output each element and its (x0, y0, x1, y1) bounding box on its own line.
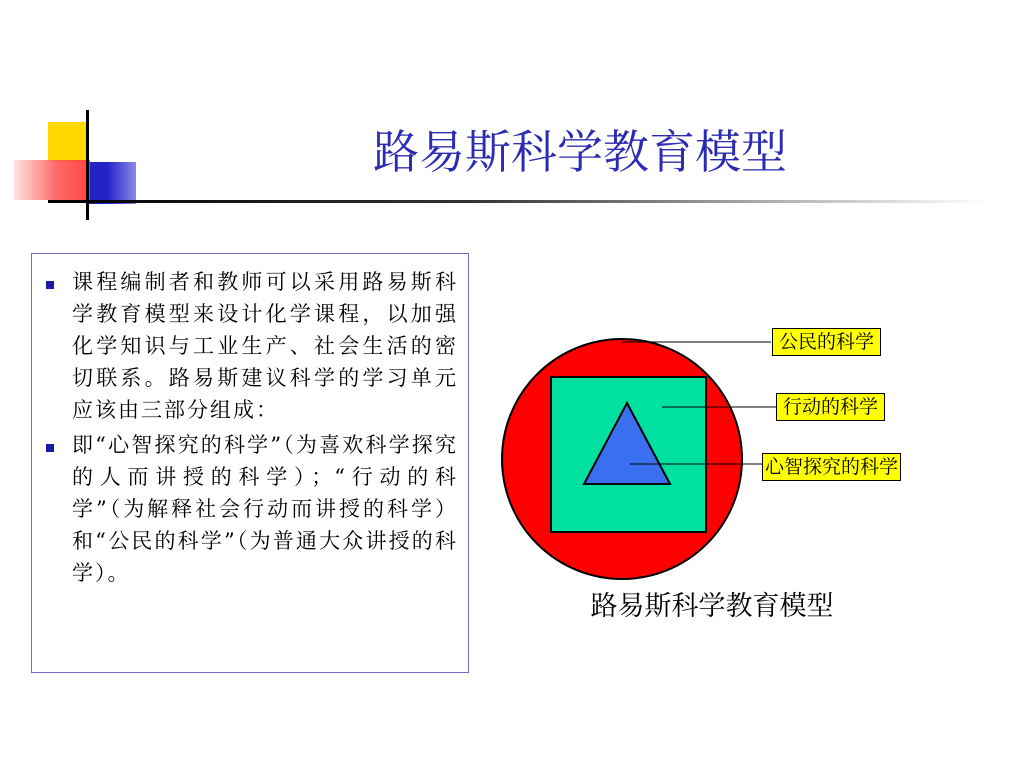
decor-red-bar (14, 160, 90, 200)
diagram-caption: 路易斯科学教育模型 (590, 591, 834, 622)
square-bullet-icon (46, 281, 54, 289)
decor-yellow-square (48, 122, 88, 162)
label-inquiry-science: 心智探究的科学 (762, 453, 901, 481)
bullet-item (46, 429, 458, 589)
decor-vertical-line (86, 110, 89, 220)
slide-title: 路易斯科学教育模型 (373, 125, 787, 179)
bullet-item (46, 266, 458, 426)
decor-horizontal-line (48, 200, 988, 203)
bullet-text-box (31, 253, 469, 673)
label-citizen-science: 公民的科学 (772, 328, 881, 356)
bullet-text: 课程编制者和教师可以采用路易斯科学教育模型来设计化学课程，以加强化学知识与工业生产、社会生活的密切联系。路易斯建议科学的学习单元应该由三部分组成： (72, 270, 458, 422)
square-bullet-icon (46, 444, 54, 452)
label-action-science: 行动的科学 (776, 393, 885, 421)
decor-blue-square (88, 162, 136, 204)
bullet-text: 即“心智探究的科学”（为喜欢科学探究的人而讲授的科学）；“行动的科学”（为解释社会行动而讲授的科学）和“公民的科学”（为普通大众讲授的科学）。 (72, 433, 458, 585)
